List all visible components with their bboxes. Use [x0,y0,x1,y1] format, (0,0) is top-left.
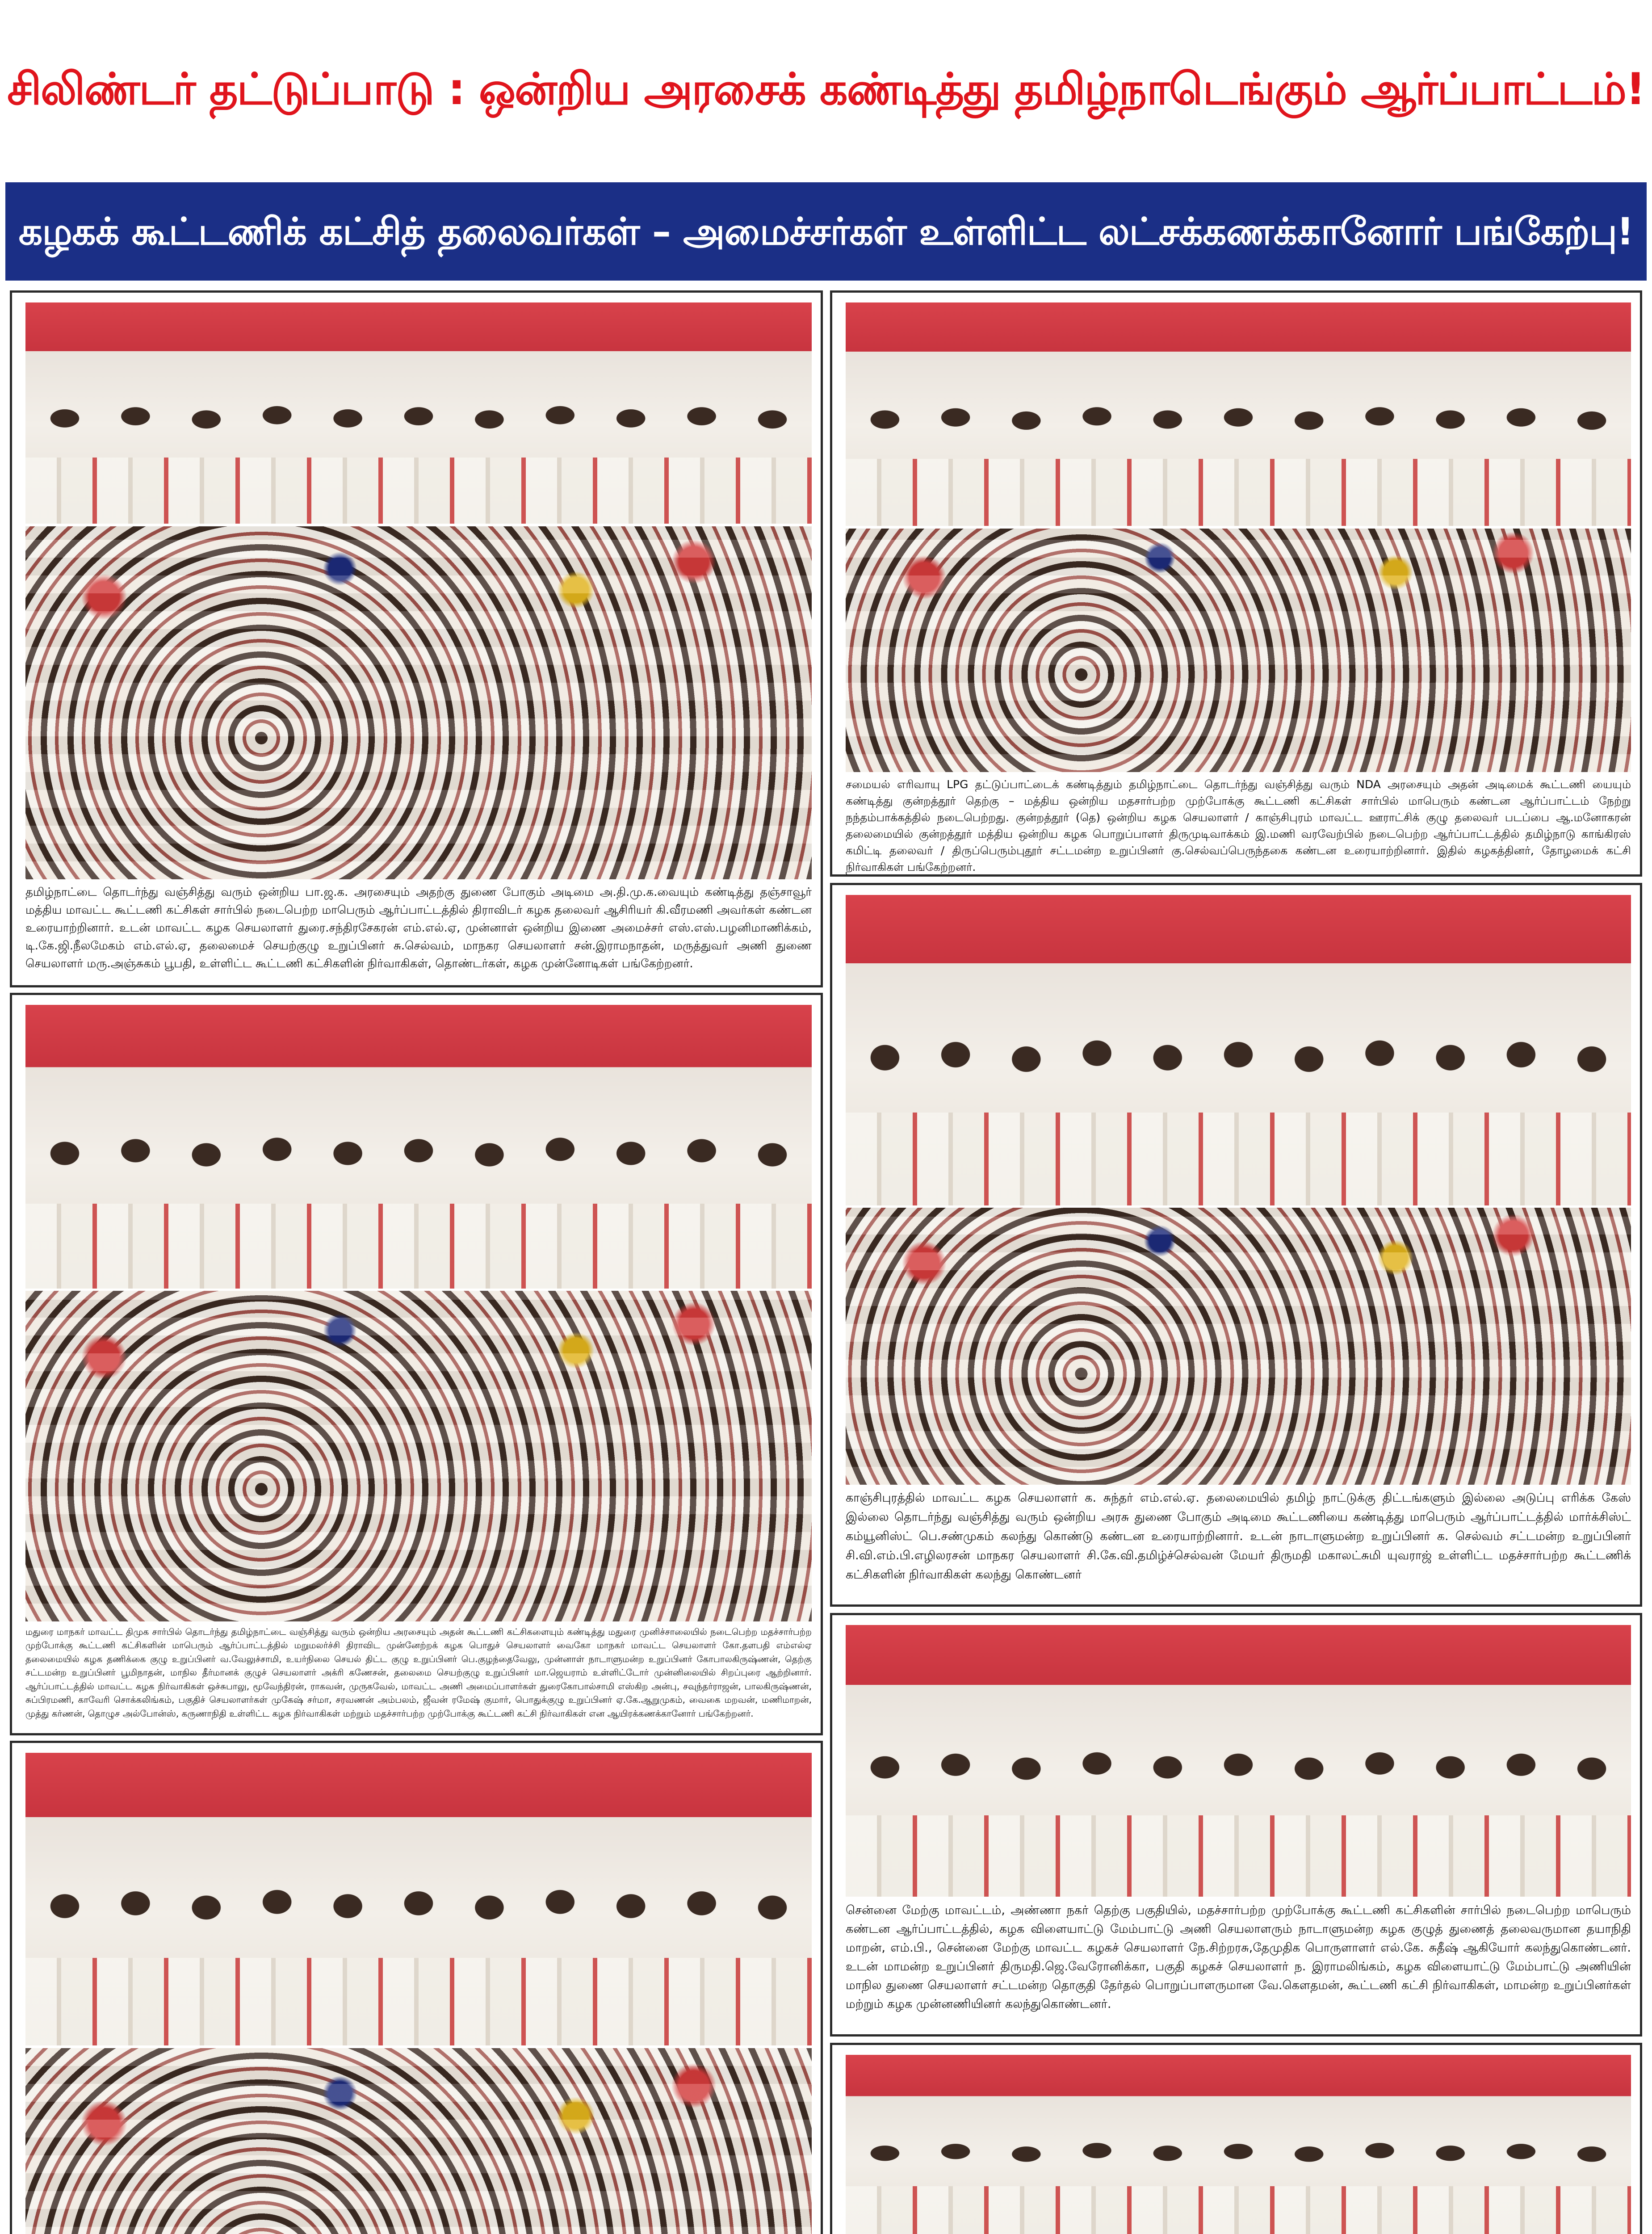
photo-stage [25,302,812,524]
story-panel-thanjavur [10,290,823,987]
story-caption: சென்னை மேற்கு மாவட்டம், அண்ணா நகர் தெற்கு பகுதியில், மதச்சார்பற்ற முற்போக்கு கூட்டணி கட்சிகளின் சார்பில் நடைபெற்ற மாபெரும் கண்டன ஆர்ப்பாட்டத்தில், கழக விளையாட்டு மேம்பாட்டு அணி செயலாளரும் நாடாளுமன்ற கழக குழுத் துணைத் தலைவருமான தயாநிதி மாறன், எம்.பி., சென்னை மேற்கு மாவட்ட கழகச் செயலாளர் நே.சிற்றரசு,தேமுதிக பொருளாளர் எல்.கே. சுதீஷ் ஆகியோர் கலந்துகொண்டனர். உடன் மாமன்ற உறுப்பினர் திருமதி.ஜெ.வேரோனிக்கா, பகுதி கழகச் செயலாளர் ந. இராமலிங்கம், கழக விளையாட்டு மேம்பாட்டு அணியின் மாநில துணை செயலாளர் சட்டமன்ற தொகுதி தேர்தல் பொறுப்பாளருமான வே.கௌதமன், கூட்டணி கட்சி நிர்வாகிகள், மாமன்ற உறுப்பினர்கள் மற்றும் கழக முன்னணியினர் கலந்துகொண்டனர். [846,1903,1631,2011]
photo-stage [25,1753,812,2045]
photo-crowd [846,529,1631,772]
subheadline-banner: கழகக் கூட்டணிக் கட்சித் தலைவர்கள் – அமைச்சர்கள் உள்ளிட்ட லட்சக்கணக்கானோர் பங்கேற்பு! [5,182,1647,281]
story-panel-chennai-south [10,1741,823,2234]
photo-crowd [25,526,812,879]
photo-crowd [25,2048,812,2234]
photo-stage [846,2055,1631,2234]
photo-stage [25,1005,812,1289]
photo-stage [846,302,1631,526]
story-panel-tiruppur [830,2043,1642,2234]
headline: சிலிண்டர் தட்டுப்பாடு : ஒன்றிய அரசைக் கண்டித்து தமிழ்நாடெங்கும் ஆர்ப்பாட்டம்! [7,64,1645,115]
story-caption: மதுரை மாநகர் மாவட்ட திமுக சார்பில் தொடர்ந்து தமிழ்நாட்டை வஞ்சித்து வரும் ஒன்றிய அரசையும் அதன் கூட்டணி கட்சிகளையும் கண்டித்து மதுரை முனிச்சாலையில் நடைபெற்ற மதச்சார்பற்ற முற்போக்கு கூட்டணி கட்சிகளின் மாபெரும் ஆர்ப்பாட்டத்தில் மறுமலர்ச்சி திராவிட முன்னேற்றக் கழக பொதுச் செயலாளர் வைகோ மாநகர் மாவட்ட செயலாளர் கோ.தளபதி எம்எல்ஏ தலைமையில் கழக தணிக்கை குழு உறுப்பினர் வ.வேலுச்சாமி, உயர்நிலை செயல் திட்ட குழு உறுப்பினர் பெ.குழந்தைவேலு, முன்னாள் நாடாளுமன்ற உறுப்பினர் கோபாலகிருஷ்ணன், தெற்கு சட்டமன்ற உறுப்பினர் பூமிநாதன், மாநில தீர்மானக் குழுச் செயலாளர் அக்ரி கணேசன், தலைமை செயற்குழு உறுப்பினர் மா.ஜெயராம் உள்ளிட்டோர் முன்னிலையில் சிறப்புரை ஆற்றினார். ஆர்ப்பாட்டத்தில் மாவட்ட கழக நிர்வாகிகள் ஒச்சுபாலு, மூவேந்திரன், ராகவன், முருகவேல், மாவட்ட அணி அமைப்பாளர்கள் துரைகோபால்சாமி எஸ்கிற அன்பு, சவுந்தர்ராஜன், பாலகிருஷ்ணன், சுப்பிரமணி, காவேரி சொக்கலிங்கம், பகுதிச் செயலாளர்கள் முகேஷ் சர்மா, சரவணன் அம்பலம், ஜீவன் ரமேஷ் குமார், பொதுக்குழு உறுப்பினர் ஏ.கே.ஆறுமுகம், வைகை மறவன், மணிமாறன், முத்து கர்ணன், தொழுச அல்போன்ஸ், கருணாநிதி உள்ளிட்ட கழக நிர்வாகிகள் மற்றும் மதச்சார்பற்ற முற்போக்கு கூட்டணி கட்சி நிர்வாகிகள் என ஆயிரக்கணக்கானோர் பங்கேற்றனர். [25,1626,812,1719]
story-panel-kanchipuram [830,883,1642,1607]
photo-crowd [25,1291,812,1621]
story-caption: சமையல் எரிவாயு LPG தட்டுப்பாட்டைக் கண்டித்தும் தமிழ்நாட்டை தொடர்ந்து வஞ்சித்து வரும் NDA அரசையும் அதன் அடிமைக் கூட்டணி யையும் கண்டித்து குன்றத்தூர் தெற்கு – மத்திய ஒன்றிய மதசார்பற்ற முற்போக்கு கூட்டணி கட்சிகள் சார்பில் மாபெரும் கண்டன ஆர்ப்பாட்டம் நேற்று நந்தம்பாக்கத்தில் நடைபெற்றது. குன்றத்தூர் (தெ) ஒன்றிய கழக செயலாளர் / காஞ்சிபுரம் மாவட்ட ஊராட்சிக் குழு தலைவர் படப்பை ஆ.மனோகரன் தலைமையில் குன்றத்தூர் மத்திய ஒன்றிய கழக பொறுப்பாளர் திருமுடிவாக்கம் இ.மணி வரவேற்பில் நடைபெற்ற ஆர்ப்பாட்டத்தில் தமிழ்நாடு காங்கிரஸ் கமிட்டி தலைவர் / திருப்பெரும்புதூர் சட்டமன்ற உறுப்பினர் கு.செல்வப்பெருந்தகை கண்டன உரையாற்றினார். இதில் கழகத்தினர், தோழமைக் கட்சி நிர்வாகிகள் பங்கேற்றனர். [846,778,1631,873]
story-caption: தமிழ்நாட்டை தொடர்ந்து வஞ்சித்து வரும் ஒன்றிய பா.ஜ.க. அரசையும் அதற்கு துணை போகும் அடிமை அ.தி.மு.க.வையும் கண்டித்து தஞ்சாவூர் மத்திய மாவட்ட கூட்டணி கட்சிகள் சார்பில் நடைபெற்ற மாபெரும் ஆர்ப்பாட்டத்தில் திராவிடர் கழக தலைவர் ஆசிரியர் கி.வீரமணி அவர்கள் கண்டன உரையாற்றினார். உடன் மாவட்ட கழக செயலாளர் துரை.சந்திரசேகரன் எம்.எல்.ஏ, முன்னாள் ஒன்றிய இணை அமைச்சர் எஸ்.எஸ்.பழனிமாணிக்கம், டி.கே.ஜி.நீலமேகம் எம்.எல்.ஏ, தலைமைச் செயற்குழு உறுப்பினர் சு.செல்வம், மாநகர செயலாளர் சன்.இராமநாதன், மருத்துவர் அணி துணை செயலாளர் மரு.அஞ்சுகம் பூபதி, உள்ளிட்ட கூட்டணி கட்சிகளின் நிர்வாகிகள், தொண்டர்கள், கழக முன்னோடிகள் பங்கேற்றனர். [25,886,812,970]
photo-crowd [846,1208,1631,1485]
story-panel-kundrathur [830,290,1642,877]
photo-stage [846,1625,1631,1897]
story-panel-madurai [10,993,823,1735]
photo-stage [846,895,1631,1205]
story-caption: காஞ்சிபுரத்தில் மாவட்ட கழக செயலாளர் க. சுந்தர் எம்.எல்.ஏ. தலைமையில் தமிழ் நாட்டுக்கு திட்டங்களும் இல்லை அடுப்பு எரிக்க கேஸ் இல்லை தொடர்ந்து வஞ்சித்து வரும் ஒன்றிய அரசு துணை போகும் அடிமை கூட்டணியை கண்டித்து மாபெரும் ஆர்ப்பாட்டத்தில் மார்க்சிஸ்ட் கம்யூனிஸ்ட் பெ.சண்முகம் கலந்து கொண்டு கண்டன உரையாற்றினார். உடன் நாடாளுமன்ற உறுப்பினர் க. செல்வம் சட்டமன்ற உறுப்பினர் சி.வி.எம்.பி.எழிலரசன் மாநகர செயலாளர் சி.கே.வி.தமிழ்ச்செல்வன் மேயர் திருமதி மகாலட்சுமி யுவராஜ் உள்ளிட்ட மதச்சார்பற்ற கூட்டணிக் கட்சிகளின் நிர்வாகிகள் கலந்து கொண்டனர் [846,1491,1631,1582]
story-panel-chennai-west [830,1613,1642,2037]
